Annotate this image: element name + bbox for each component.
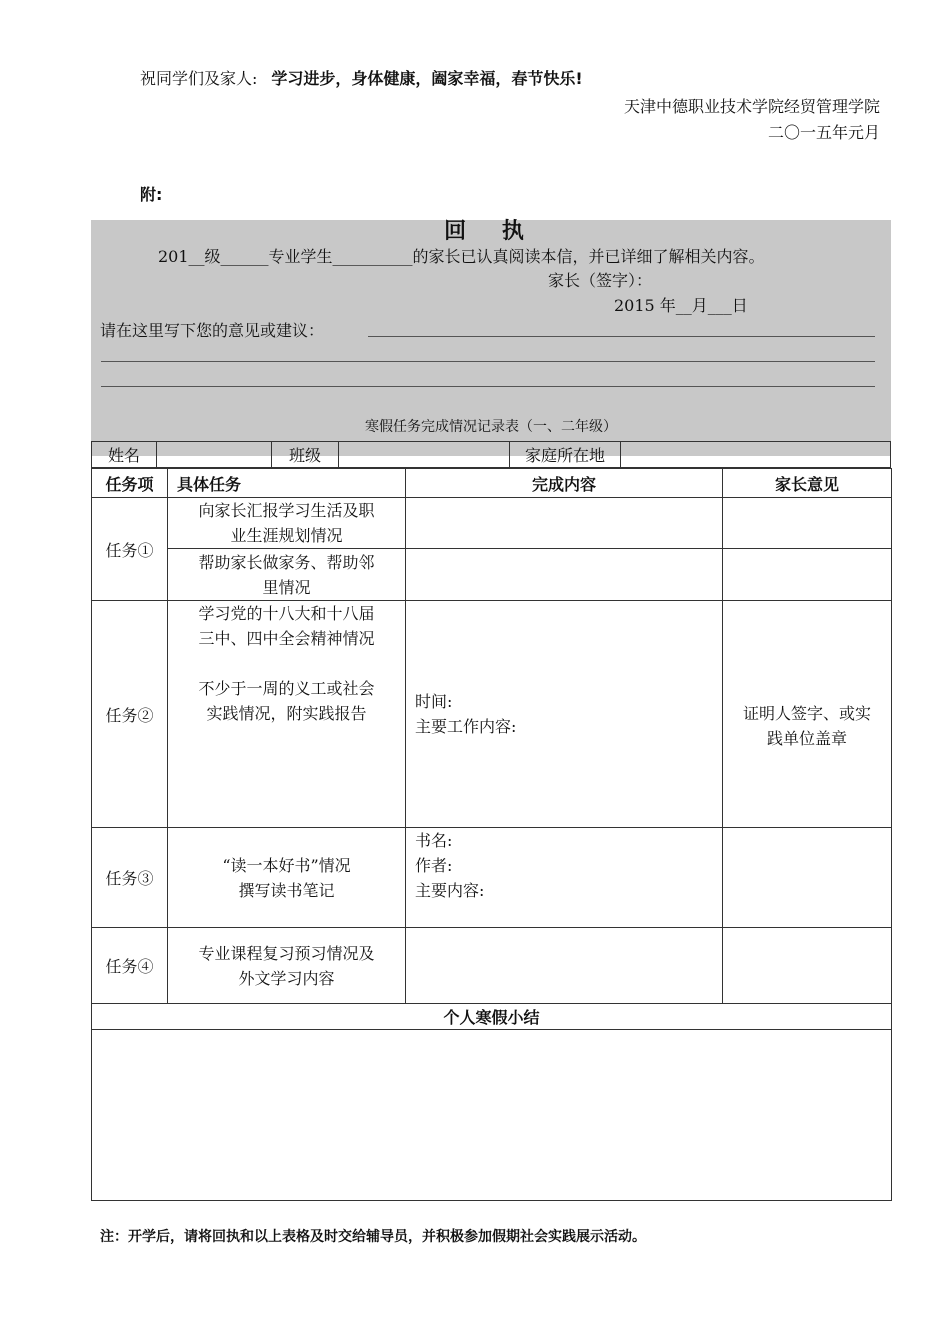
task2-item-a-line1: 学习党的十八大和十八届 [198, 604, 375, 623]
class-label: 班级 [272, 442, 339, 468]
opinion-prompt: 请在这里写下您的意见或建议： [100, 321, 325, 340]
name-label: 姓名 [92, 442, 157, 468]
task2-item-a-line2: 三中、四中全会精神情况 [198, 629, 375, 648]
task4-label: 任务④ [92, 928, 168, 1004]
task1-item-a-line2: 业生涯规划情况 [230, 526, 343, 545]
task3-content-main: 主要内容: [415, 881, 485, 900]
greeting-wish: 学习进步，身体健康，阖家幸福，春节快乐! [271, 69, 583, 88]
task3-item-line2: 撰写读书笔记 [238, 880, 335, 900]
task1-item-b-line2: 里情况 [262, 577, 311, 597]
task3-label: 任务③ [92, 828, 168, 928]
task1-item-b [168, 549, 406, 601]
task2-item-b-line2: 实践情况，附实践报告 [206, 704, 367, 723]
opinion-line-3[interactable] [101, 386, 875, 387]
task1-item-a [168, 498, 406, 549]
task1-label: 任务① [92, 498, 168, 601]
task1-content-a[interactable] [406, 498, 723, 549]
footer-note: 注：开学后，请将回执和以上表格及时交给辅导员，并积极参加假期社会实践展示活动。 [100, 1229, 646, 1245]
task3-content-author: 作者: [415, 856, 453, 875]
sign-date: 2015 年__月___日 [614, 296, 748, 315]
record-table-title: 寒假任务完成情况记录表（一、二年级） [365, 419, 617, 435]
letter-date: 二〇一五年元月 [767, 123, 880, 142]
class-field[interactable] [339, 442, 510, 468]
home-field[interactable] [621, 442, 891, 468]
task4-item-line2: 外文学习内容 [238, 968, 335, 988]
task2-content-work: 主要工作内容: [415, 717, 517, 736]
task3-content[interactable] [406, 828, 723, 928]
summary-title: 个人寒假小结 [92, 1004, 892, 1030]
header-parent: 家长意见 [723, 469, 892, 498]
receipt-statement: 201__级______专业学生__________的家长已认真阅读本信，并已详细了解相关内容。 [158, 247, 765, 266]
task4-item-line1: 专业课程复习预习情况及 [198, 943, 375, 963]
header-content: 完成内容 [406, 469, 723, 498]
task2-parent-line2: 践单位盖章 [766, 729, 847, 748]
task2-items [168, 601, 406, 828]
task3-item [168, 828, 406, 928]
task2-parent[interactable] [723, 601, 892, 828]
parent-signature-label: 家长（签字）： [548, 271, 653, 290]
attachment-label: 附: [140, 185, 163, 204]
task4-content[interactable] [406, 928, 723, 1004]
task1-parent-b[interactable] [723, 549, 892, 601]
task1-content-b[interactable] [406, 549, 723, 601]
task3-parent[interactable] [723, 828, 892, 928]
greeting-line [140, 66, 583, 89]
task2-content[interactable] [406, 601, 723, 828]
task1-item-a-line1: 向家长汇报学习生活及职 [198, 501, 375, 520]
task2-parent-line1: 证明人签字、或实 [742, 704, 871, 723]
task-record-table [91, 468, 892, 1201]
opinion-line-1[interactable] [368, 336, 875, 337]
task3-item-line1: “读一本好书”情况 [222, 855, 351, 875]
task4-item [168, 928, 406, 1004]
organization-name: 天津中德职业技术学院经贸管理学院 [623, 97, 880, 116]
task2-content-time: 时间: [415, 692, 453, 711]
task2-label: 任务② [92, 601, 168, 828]
opinion-line-2[interactable] [101, 361, 875, 362]
summary-field[interactable] [92, 1030, 892, 1201]
home-label: 家庭所在地 [510, 442, 621, 468]
greeting-prefix: 祝同学们及家人: [140, 69, 258, 88]
task1-parent-a[interactable] [723, 498, 892, 549]
task4-parent[interactable] [723, 928, 892, 1004]
header-task: 任务项 [92, 469, 168, 498]
receipt-title: 回 执 [444, 219, 538, 244]
name-field[interactable] [157, 442, 272, 468]
header-detail: 具体任务 [168, 469, 406, 498]
task1-item-b-line1: 帮助家长做家务、帮助邻 [198, 552, 375, 572]
task3-content-book: 书名: [415, 831, 453, 850]
task2-item-b-line1: 不少于一周的义工或社会 [198, 679, 375, 698]
student-info-table [91, 441, 891, 468]
